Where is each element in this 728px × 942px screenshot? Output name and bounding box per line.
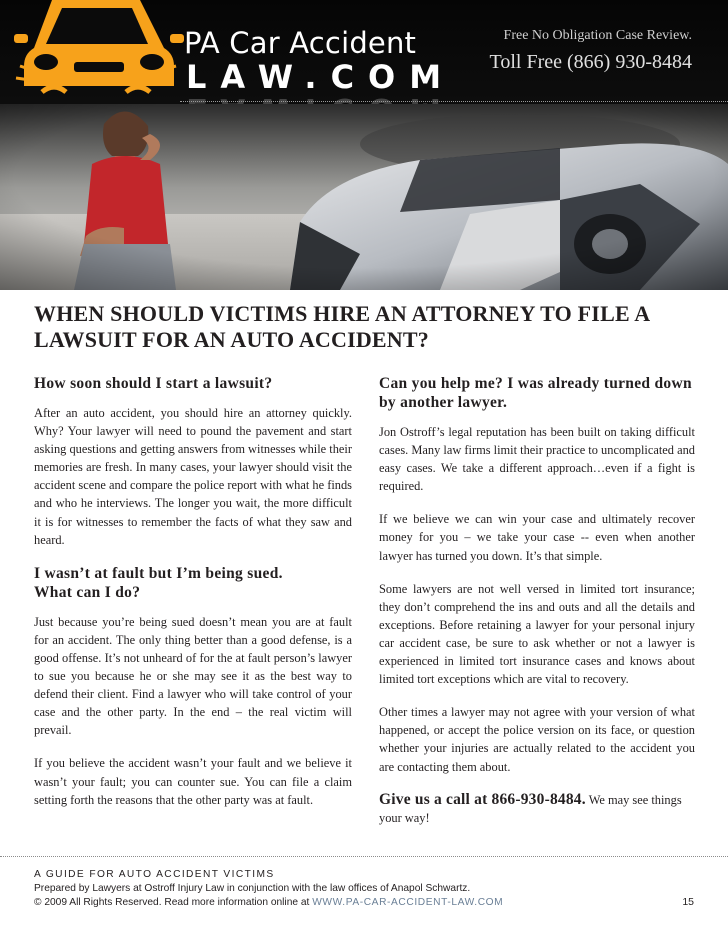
header-banner: [0, 0, 728, 290]
toll-free-phone: Toll Free (866) 930-8484: [489, 51, 692, 73]
answer-paragraph: Other times a lawyer may not agree with your version of what happened, or accept the police version on its face, or question whether your injuries are actually related to the accident you are contacting them about.: [379, 705, 695, 774]
answer-paragraph: If you believe the accident wasn’t your fault and we believe it wasn’t your fault; you can counter sue. You can file a claim setting forth the reasons that the other party was at fault.: [34, 756, 352, 807]
article-title: WHEN SHOULD VICTIMS HIRE AN ATTORNEY TO FILE A LAWSUIT FOR AN AUTO ACCIDENT?: [34, 301, 650, 352]
call-to-action: [379, 791, 695, 827]
right-column: [379, 374, 695, 827]
question-heading-line: I wasn’t at fault but I’m being sued.: [34, 564, 283, 582]
footer: [34, 868, 694, 910]
answer-paragraph: Just because you’re being sued doesn’t mean you are at fault for an accident. The only thing better than a good defense, is a good offense. It’s not unheard of for the at fault person’s lawyer to sue you because he or she may see it as the best way to defend their client. Find a lawyer who will take control of your case and the other party. In the end – the real victim will prevail.: [34, 614, 352, 738]
page-number: 15: [682, 896, 694, 908]
car-logo-icon: [14, 0, 184, 104]
footer-prepared-by: Prepared by Lawyers at Ostroff Injury Law in conjunction with the law offices of Anapol Schwartz.: [34, 883, 471, 894]
footer-website-link[interactable]: WWW.PA-CAR-ACCIDENT-LAW.COM: [312, 897, 504, 908]
left-column: [34, 374, 352, 809]
answer-paragraph: If we believe we can win your case and ultimately recover money for you – we take your case -- even when another lawyer has turned you down. It’s that simple.: [379, 512, 695, 563]
footer-copyright: [34, 896, 694, 910]
footer-guide-title: A GUIDE FOR AUTO ACCIDENT VICTIMS: [34, 869, 275, 880]
call-to-action-phone: Give us a call at 866-930-8484.: [379, 790, 586, 808]
header-dotted-divider: [180, 101, 728, 102]
question-heading-line: What can I do?: [34, 583, 141, 601]
free-review-text: Free No Obligation Case Review.: [503, 28, 692, 43]
call-to-action-text: We may see things your way!: [379, 792, 682, 825]
accident-photo: [0, 104, 728, 290]
question-heading: [34, 564, 352, 602]
footer-dotted-divider: [0, 856, 728, 857]
brand-domain: LAW.COM: [186, 58, 456, 96]
answer-paragraph: After an auto accident, you should hire an attorney quickly. Why? Your lawyer will need to pound the pavement and start asking questions and getting answers from witnesses while their memories are fresh. In many cases, your lawyer should visit the accident scene and compare the police report with what he finds and who he interviews. The longer you wait, the more difficult it is for witnesses to remember the facts of what they saw and heard.: [34, 406, 352, 547]
question-heading: Can you help me? I was already turned down by another lawyer.: [379, 375, 692, 411]
answer-paragraph: Some lawyers are not well versed in limited tort insurance; they don’t comprehend the ins and outs and all the details and exceptions. Before retaining a lawyer for your personal injury car accident case, be sure to ask whether or not a lawyer is experienced in limited tort insurance cases and knows about limited tort exceptions which are vital to recovery.: [379, 581, 695, 687]
answer-paragraph: Jon Ostroff’s legal reputation has been built on taking difficult cases. Many law firms limit their practice to uncomplicated and easy cases. We take a different approach…even if a fight is required.: [379, 425, 695, 494]
footer-copyright-text: © 2009 All Rights Reserved. Read more information online at: [34, 897, 313, 908]
brand-name: PA Car Accident: [184, 26, 417, 60]
question-heading: How soon should I start a lawsuit?: [34, 375, 273, 392]
